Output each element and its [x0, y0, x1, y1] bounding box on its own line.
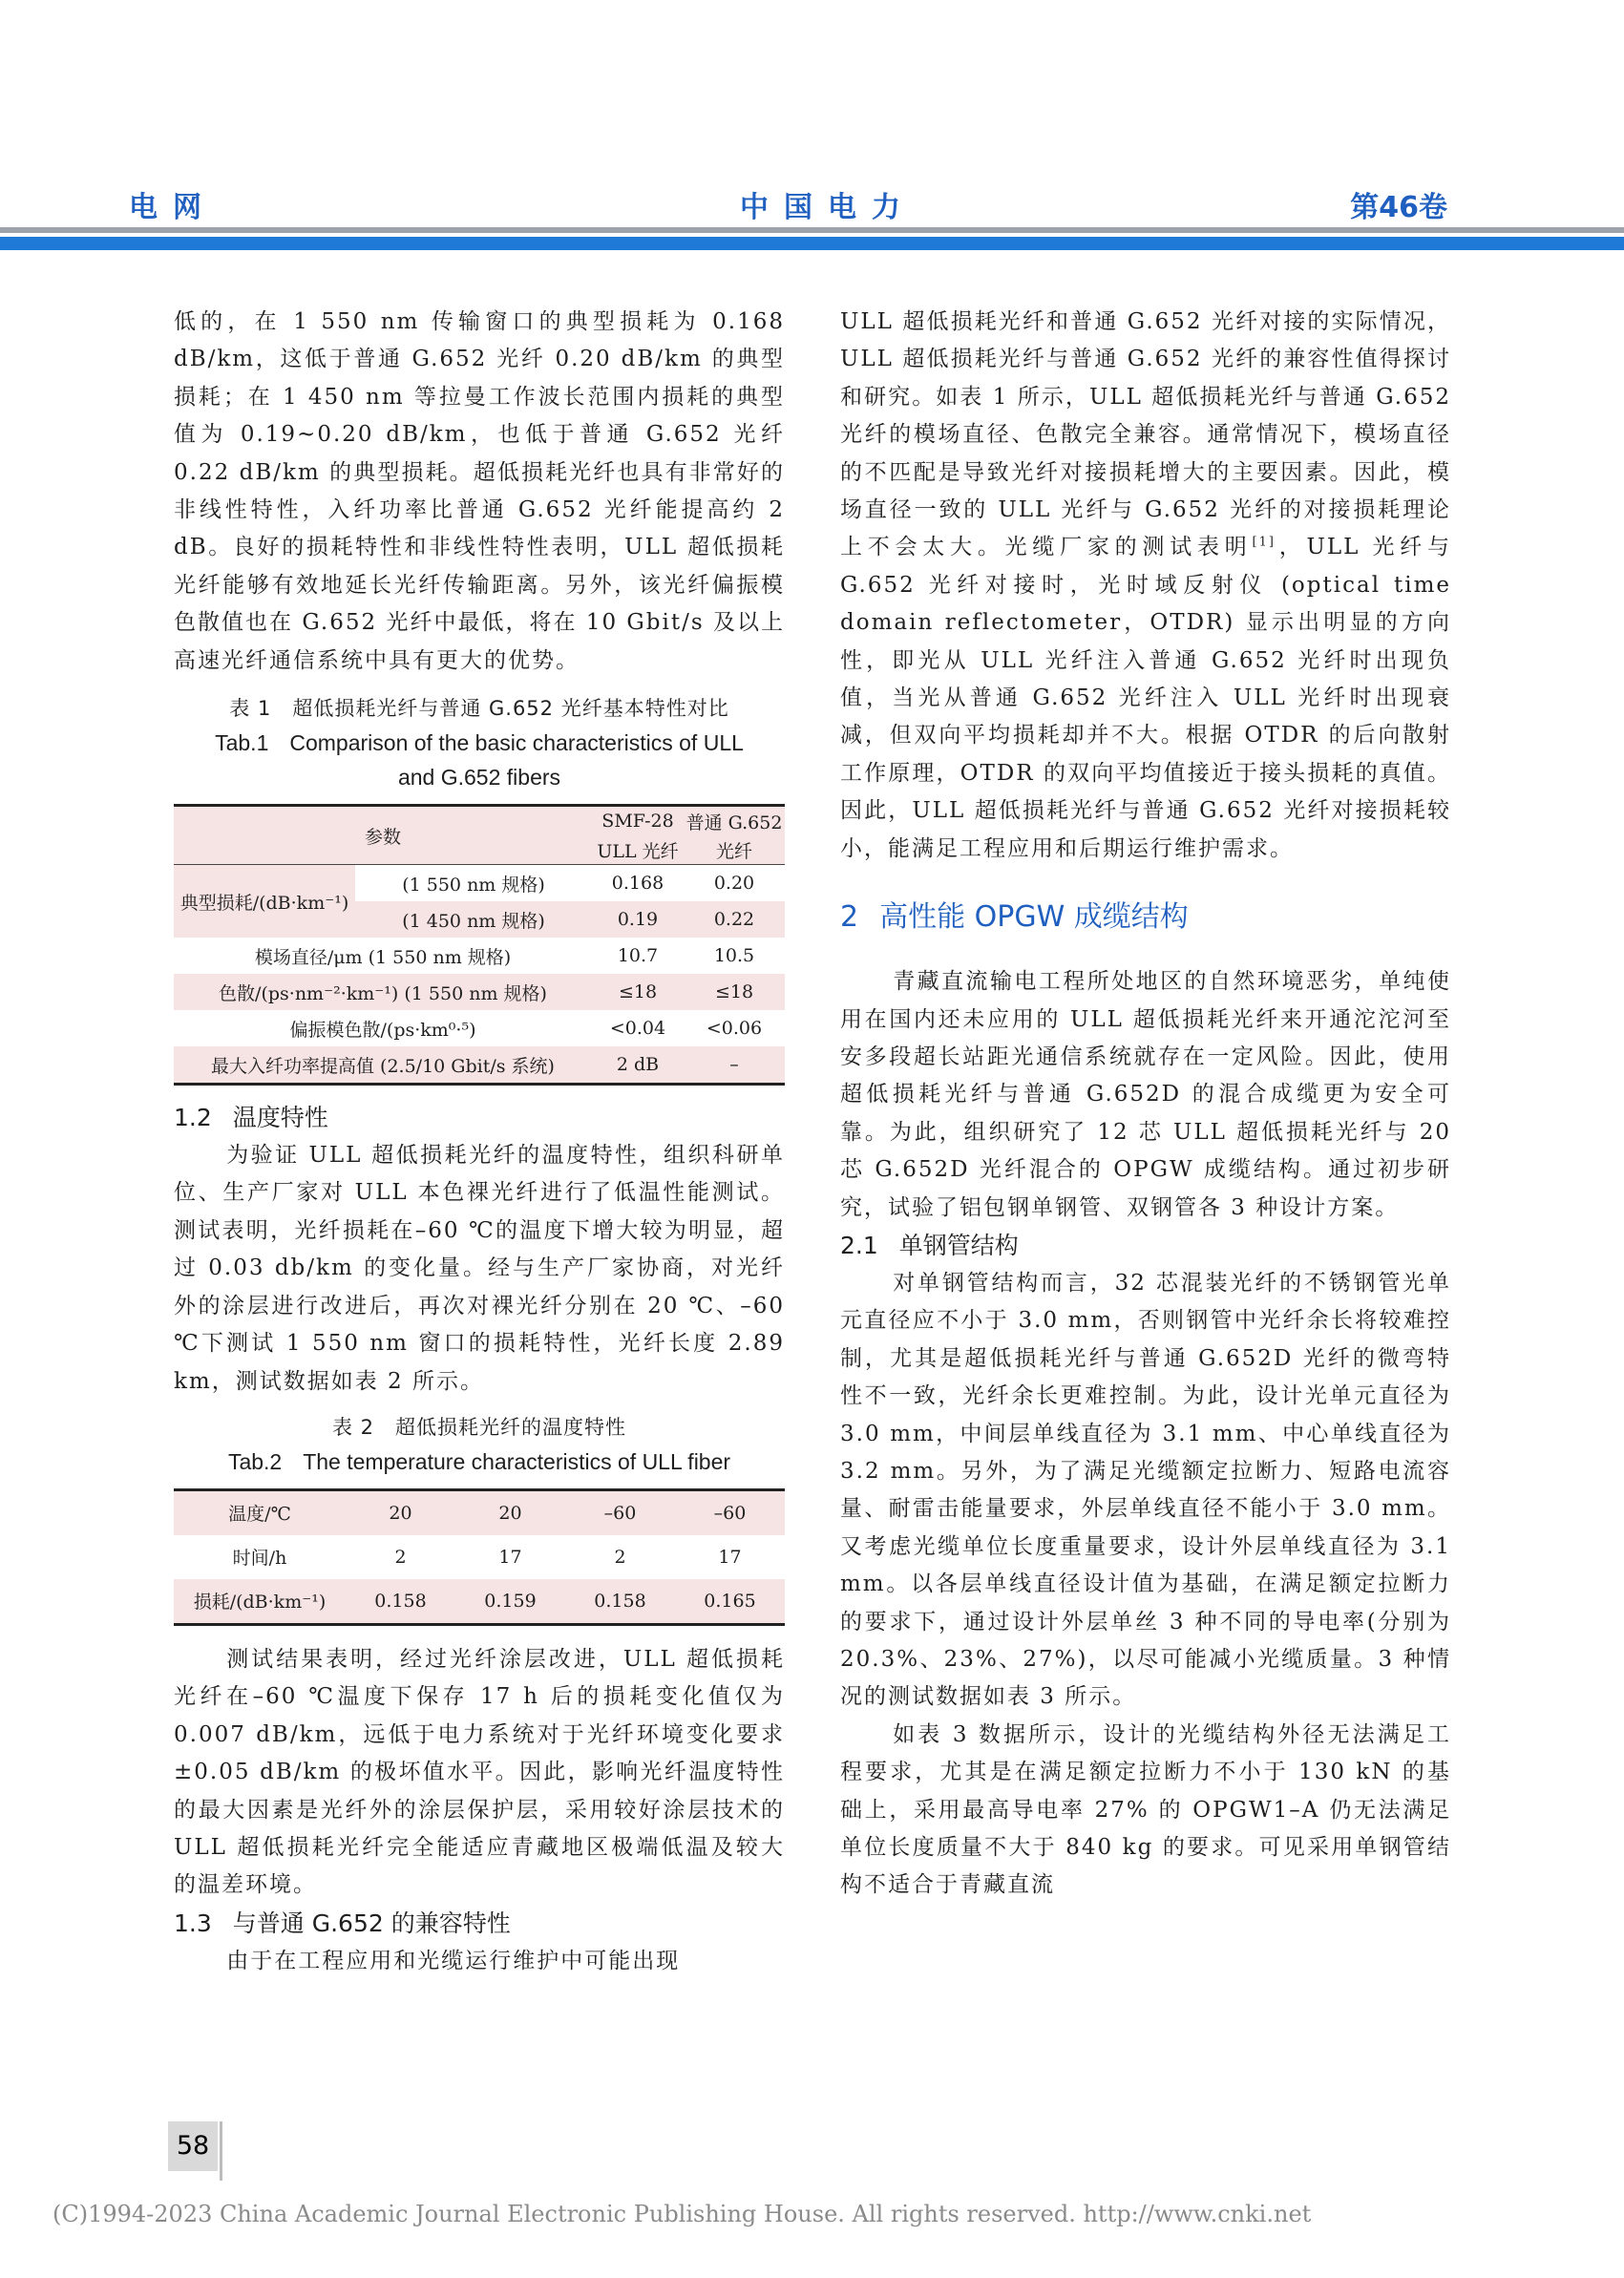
table1-caption-en: Tab.1 Comparison of the basic characteristics of ULL: [215, 730, 744, 756]
header-section: 电网: [129, 191, 217, 224]
section-heading: 1.2 温度特性: [174, 1104, 328, 1132]
section-heading: 1.3 与普通 G.652 的兼容特性: [174, 1909, 511, 1937]
citation[interactable]: [1]: [1252, 535, 1276, 550]
table2-caption-cn: 表 2 超低损耗光纤的温度特性: [331, 1415, 627, 1439]
table1-head-col1: SMF-28: [592, 806, 684, 836]
table1-caption-en-line2: and G.652 fibers: [397, 765, 561, 791]
page-number-divider: [220, 2121, 222, 2181]
table-row: 损耗/(dB·km⁻¹) 0.158 0.159 0.158 0.165: [174, 1579, 785, 1625]
table-row: 时间/h 2 17 2 17: [174, 1535, 785, 1579]
header-rule-blue: [0, 237, 1624, 250]
table-row: 温度/℃ 20 20 –60 –60: [174, 1489, 785, 1535]
paragraph: 低的，在 1 550 nm 传输窗口的典型损耗为 0.168 dB/km，这低于普通 G.652 光纤 0.20 dB/km 的典型损耗；在 1 450 nm 等拉曼工作波长范围内损耗的典型值为 0.19~0.20 dB/km，也低于普通 G.652 光纤 0.22 dB/km 的典型损耗。超低损耗光纤也具有非常好的非线性特性，入纤功率比普通 G.652 光纤能提高约 2 dB。良好的损耗特性和非线性特性表明，ULL 超低损耗光纤能够有效地延长光纤传输距离。另外，该光纤偏振模色散值也在 G.652 光纤中最低，将在 10 Gbit/s 及以上高速光纤通信系统中具有更大的优势。: [174, 309, 785, 673]
table1-head-param: 参数: [174, 806, 592, 865]
table-row: 偏振模色散/(ps·km⁰·⁵) <0.04 <0.06: [174, 1010, 785, 1046]
paragraph: 为验证 ULL 超低损耗光纤的温度特性，组织科研单位、生产厂家对 ULL 本色裸光纤进行了低温性能测试。测试表明，光纤损耗在–60 ℃的温度下增大较为明显，超过 0.03 db/km 的变化量。经与生产厂家协商，对光纤外的涂层进行改进后，再次对裸光纤分别在 20 ℃、–60 ℃下测试 1 550 nm 窗口的损耗特性，光纤长度 2.89 km，测试数据如表 2 所示。: [174, 1143, 785, 1394]
copyright-footer: (C)1994-2023 China Academic Journal Electronic Publishing House. All rights reserved. http://www.cnki.net: [53, 2201, 1312, 2227]
table-row: 色散/(ps·nm⁻²·km⁻¹) (1 550 nm 规格) ≤18 ≤18: [174, 974, 785, 1010]
table-row: 典型损耗/(dB·km⁻¹) (1 550 nm 规格) 0.168 0.20: [174, 865, 785, 902]
paragraph: 对单钢管结构而言，32 芯混装光纤的不锈钢管光单元直径应不小于 3.0 mm，否则钢管中光纤余长将较难控制，尤其是超低损耗光纤与普通 G.652D 光纤的微弯特性不一致，光纤余长更难控制。为此，设计光单元直径为 3.0 mm，中间层单线直径为 3.1 mm、中心单线直径为 3.2 mm。另外，为了满足光缆额定拉断力、短路电流容量、耐雷击能量要求，外层单线直径不能小于 3.0 mm。又考虑光缆单位长度重量要求，设计外层单线直径为 3.1 mm。以各层单线直径设计值为基础，在满足额定拉断力的要求下，通过设计外层单丝 3 种不同的导电率(分别为 20.3%、23%、27%)，以尽可能减小光缆质量。3 种情况的测试数据如表 3 所示。: [840, 1270, 1451, 1710]
table2: [174, 1488, 785, 1626]
table-row: ULL 光纤 光纤: [174, 835, 785, 865]
left-column: [174, 304, 785, 1980]
table-row: (1 450 nm 规格) 0.19 0.22: [174, 901, 785, 938]
paragraph: 青藏直流输电工程所处地区的自然环境恶劣，单纯使用在国内还未应用的 ULL 超低损耗光纤来开通沱沱河至安多段超长站距光通信系统就存在一定风险。因此，使用超低损耗光纤与普通 G.652D 的混合成缆更为安全可靠。为此，组织研究了 12 芯 ULL 超低损耗光纤与 20 芯 G.652D 光纤混合的 OPGW 成缆结构。通过初步研究，试验了铝包钢单钢管、双钢管各 3 种设计方案。: [840, 969, 1451, 1220]
table-row: 模场直径/μm (1 550 nm 规格) 10.7 10.5: [174, 938, 785, 974]
right-column: [840, 304, 1451, 1905]
header-volume: 第46卷: [1350, 191, 1447, 224]
table1-head-col2: 普通 G.652: [684, 806, 785, 836]
paragraph: 由于在工程应用和光缆运行维护中可能出现: [226, 1948, 681, 1973]
paragraph: ULL 超低损耗光纤和普通 G.652 光纤对接的实际情况，ULL 超低损耗光纤与普通 G.652 光纤的兼容性值得探讨和研究。如表 1 所示，ULL 超低损耗光纤与普通 G.652 光纤的模场直径、色散完全兼容。通常情况下，模场直径的不匹配是导致光纤对接损耗增大的主要因素。因此，模场直径一致的 ULL 光纤与 G.652 光纤的对接损耗理论上不会太大。光缆厂家的测试表明[1]，ULL 光纤与 G.652 光纤对接时，光时域反射仪 (optical time domain reflectometer，OTDR) 显示出明显的方向性，即光从 ULL 光纤注入普通 G.652 光纤时出现负值，当光从普通 G.652 光纤注入 ULL 光纤时出现衰减，但双向平均损耗却并不大。根据 OTDR 的后向散射工作原理，OTDR 的双向平均值接近于接头损耗的真值。因此，ULL 超低损耗光纤与普通 G.652 光纤对接损耗较小，能满足工程应用和后期运行维护需求。: [840, 309, 1451, 861]
table1: [174, 804, 785, 1086]
table-row: [174, 806, 785, 836]
table-row: 最大入纤功率提高值 (2.5/10 Gbit/s 系统) 2 dB –: [174, 1046, 785, 1085]
paragraph: 如表 3 数据所示，设计的光缆结构外径无法满足工程要求，尤其是在满足额定拉断力不小于 130 kN 的基础上，采用最高导电率 27% 的 OPGW1–A 仍无法满足单位长度质量不大于 840 kg 的要求。可见采用单钢管结构不适合于青藏直流: [840, 1721, 1451, 1898]
paragraph: 测试结果表明，经过光纤涂层改进，ULL 超低损耗光纤在–60 ℃温度下保存 17 h 后的损耗变化值仅为 0.007 dB/km，远低于电力系统对于光纤环境变化要求±0.05 dB/km 的极坏值水平。因此，影响光纤温度特性的最大因素是光纤外的涂层保护层，采用较好涂层技术的 ULL 超低损耗光纤完全能适应青藏地区极端低温及较大的温差环境。: [174, 1646, 785, 1898]
section-heading: 2.1 单钢管结构: [840, 1231, 1019, 1259]
header-rule-gray: [0, 227, 1624, 233]
table1-caption-cn: 表 1 超低损耗光纤与普通 G.652 光纤基本特性对比: [229, 697, 729, 721]
running-header: [0, 178, 1624, 223]
section-heading: 2 高性能 OPGW 成缆结构: [840, 900, 1189, 935]
page-number: 58: [168, 2121, 218, 2171]
table2-caption-en: Tab.2 The temperature characteristics of ULL fiber: [227, 1448, 731, 1474]
header-journal: 中国电力: [740, 191, 916, 224]
